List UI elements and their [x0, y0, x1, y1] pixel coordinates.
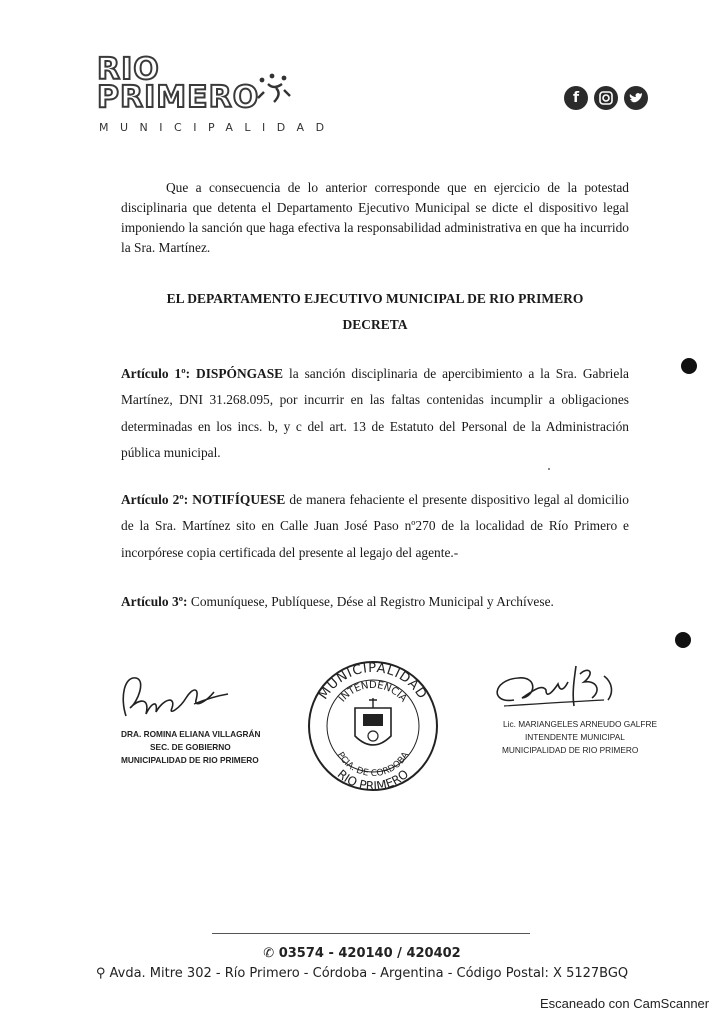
article-2-label: Artículo 2º:	[121, 492, 189, 507]
instagram-icon[interactable]	[594, 86, 618, 110]
logo-figure-icon	[254, 72, 298, 110]
right-signer-role: INTENDENTE MUNICIPAL	[525, 732, 625, 742]
left-signer-name: DRA. ROMINA ELIANA VILLAGRÁN	[121, 729, 261, 739]
logo-municipalidad-text: MUNICIPALIDAD	[99, 121, 336, 134]
article-1-keyword: DISPÓNGASE	[196, 366, 284, 381]
facebook-icon[interactable]: f	[564, 86, 588, 110]
seal-top-text: MUNICIPALIDAD	[316, 660, 430, 703]
logo-rio-text: RIO	[97, 52, 160, 87]
footer-divider	[212, 933, 530, 934]
right-signer-name: Lic. MARIANGELES ARNEUDO GALFRE	[503, 719, 657, 729]
camscanner-watermark: Escaneado con CamScanner	[540, 996, 710, 1011]
article-3	[121, 589, 629, 615]
twitter-icon[interactable]	[624, 86, 648, 110]
article-2	[121, 487, 629, 566]
article-2-keyword: NOTIFÍQUESE	[192, 492, 286, 507]
punch-hole-mark	[681, 358, 697, 374]
decree-heading: EL DEPARTAMENTO EJECUTIVO MUNICIPAL DE RIO PRIMERO	[166, 291, 584, 306]
seal-inner-text: INTENDENCIA	[336, 679, 409, 705]
seal-bottom1-text: PCIA. DE CORDOBA	[334, 750, 412, 780]
decree-subheading: DECRETA	[342, 317, 408, 332]
article-2-text: de manera fehaciente el presente dispositivo legal al domicilio de la Sra. Martínez sito en Calle Juan José Paso nº270 de la localidad de Río Primero e incorpórese copia certificada del presente al legajo del agente.-	[121, 492, 629, 560]
left-signer-role: SEC. DE GOBIERNO	[150, 742, 231, 752]
footer-phone-number: 03574 - 420140 / 420402	[278, 946, 461, 961]
footer-phone	[0, 946, 724, 961]
speck-mark	[548, 468, 550, 470]
municipal-seal	[305, 658, 441, 794]
footer-address	[0, 966, 724, 981]
left-signer-org: MUNICIPALIDAD DE RIO PRIMERO	[121, 755, 259, 765]
article-1-text: la sanción disciplinaria de apercibimiento a la Sra. Gabriela Martínez, DNI 31.268.095, por incurrir en las faltas contenidas incumplir a obligaciones determinadas en los incs. b, y c del art. 13 de Estatuto del Personal de la Administración pública municipal.	[121, 366, 629, 460]
seal-bottom2-text: RIO PRIMERO	[334, 766, 412, 794]
article-3-text: Comuníquese, Publíquese, Dése al Registro Municipal y Archívese.	[190, 594, 554, 609]
article-3-label: Artículo 3º:	[121, 594, 188, 609]
intro-paragraph: Que a consecuencia de lo anterior corresponde que en ejercicio de la potestad disciplinaria que detenta el Departamento Ejecutivo Municipal se dicte el dispositivo legal imponiendo la sanción que haga efectiva la responsabilidad administrativa en que ha incurrido la Sra. Martínez.	[121, 180, 629, 255]
article-1	[121, 361, 629, 466]
logo-primero-text: PRIMERO	[97, 80, 260, 115]
right-signature-icon	[484, 660, 634, 716]
footer-address-text: Avda. Mitre 302 - Río Primero - Córdoba - Argentina - Código Postal: X 5127BGQ	[109, 966, 629, 981]
left-signature-icon	[116, 668, 236, 730]
location-pin-icon: ⚲	[95, 966, 106, 981]
phone-icon: ✆	[263, 946, 275, 961]
right-signer-org: MUNICIPALIDAD DE RIO PRIMERO	[502, 745, 639, 755]
punch-hole-mark	[675, 632, 691, 648]
article-1-label: Artículo 1º:	[121, 366, 191, 381]
